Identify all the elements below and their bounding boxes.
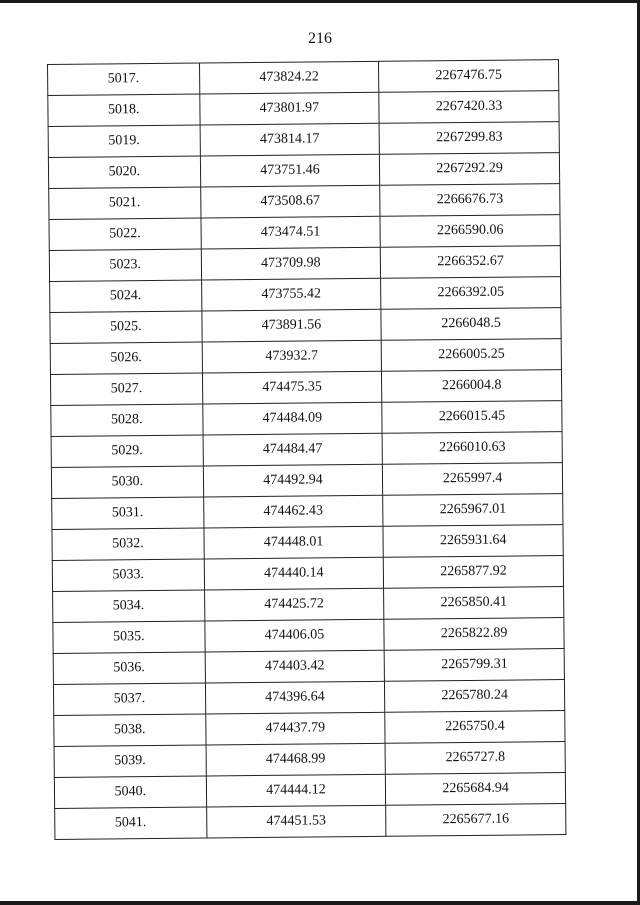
x-coordinate-cell: 474440.14 (204, 557, 384, 590)
x-coordinate-cell: 474475.35 (202, 371, 382, 404)
x-coordinate-cell: 473508.67 (200, 185, 380, 218)
table-row (51, 401, 562, 437)
point-number-cell: 5029. (51, 435, 203, 467)
x-coordinate-cell: 473709.98 (201, 247, 381, 280)
y-coordinate-cell: 2265931.64 (383, 525, 563, 558)
point-number-cell: 5034. (53, 590, 205, 622)
y-coordinate-cell: 2266352.67 (381, 246, 561, 279)
table-row (50, 308, 561, 344)
point-number-cell: 5031. (52, 497, 204, 529)
x-coordinate-cell: 473932.7 (202, 340, 382, 373)
y-coordinate-cell: 2266392.05 (381, 277, 561, 310)
x-coordinate-cell: 474396.64 (205, 681, 385, 714)
point-number-cell: 5038. (54, 714, 206, 746)
y-coordinate-cell: 2265967.01 (383, 494, 563, 527)
y-coordinate-cell: 2266015.45 (382, 401, 562, 434)
x-coordinate-cell: 473751.46 (200, 154, 380, 187)
y-coordinate-cell: 2266676.73 (380, 184, 560, 217)
table-row (53, 680, 564, 716)
point-number-cell: 5020. (48, 156, 200, 188)
x-coordinate-cell: 473474.51 (201, 216, 381, 249)
y-coordinate-cell: 2265677.16 (386, 804, 566, 837)
point-number-cell: 5024. (50, 280, 202, 312)
table-row (53, 618, 564, 654)
y-coordinate-cell: 2266590.06 (380, 215, 560, 248)
x-coordinate-cell: 474448.01 (204, 526, 384, 559)
table-row (53, 587, 564, 623)
table-row (53, 649, 564, 685)
table-row (48, 122, 559, 158)
y-coordinate-cell: 2267420.33 (379, 91, 559, 124)
x-coordinate-cell: 474403.42 (205, 650, 385, 683)
point-number-cell: 5032. (52, 528, 204, 560)
table-row (48, 91, 559, 127)
point-number-cell: 5037. (53, 683, 205, 715)
y-coordinate-cell: 2265780.24 (385, 680, 565, 713)
x-coordinate-cell: 474437.79 (205, 712, 385, 745)
point-number-cell: 5040. (54, 776, 206, 808)
point-number-cell: 5022. (49, 218, 201, 250)
table-row (52, 494, 563, 530)
table-row (51, 432, 562, 468)
scan-border-bottom (0, 901, 640, 905)
table-row (49, 246, 560, 282)
table-row (55, 804, 566, 840)
table-row (49, 215, 560, 251)
y-coordinate-cell: 2265727.8 (385, 742, 565, 775)
x-coordinate-cell: 474425.72 (204, 588, 384, 621)
point-number-cell: 5039. (54, 745, 206, 777)
point-number-cell: 5041. (55, 807, 207, 839)
scan-border-top (0, 0, 640, 3)
y-coordinate-cell: 2267299.83 (379, 122, 559, 155)
y-coordinate-cell: 2265997.4 (383, 463, 563, 496)
point-number-cell: 5019. (48, 125, 200, 157)
point-number-cell: 5018. (48, 94, 200, 126)
x-coordinate-cell: 474484.47 (203, 433, 383, 466)
x-coordinate-cell: 473891.56 (202, 309, 382, 342)
y-coordinate-cell: 2266010.63 (382, 432, 562, 465)
y-coordinate-cell: 2265799.31 (384, 649, 564, 682)
y-coordinate-cell: 2267476.75 (379, 60, 559, 93)
y-coordinate-cell: 2266005.25 (381, 339, 561, 372)
table-row (50, 339, 561, 375)
x-coordinate-cell: 474492.94 (203, 464, 383, 497)
point-number-cell: 5033. (52, 559, 204, 591)
table-row (54, 773, 565, 809)
x-coordinate-cell: 473814.17 (200, 123, 380, 156)
table-row (52, 556, 563, 592)
x-coordinate-cell: 474468.99 (206, 743, 386, 776)
point-number-cell: 5028. (51, 404, 203, 436)
y-coordinate-cell: 2266004.8 (382, 370, 562, 403)
x-coordinate-cell: 474484.09 (202, 402, 382, 435)
table-row (51, 463, 562, 499)
point-number-cell: 5035. (53, 621, 205, 653)
x-coordinate-cell: 473755.42 (201, 278, 381, 311)
table-row (54, 742, 565, 778)
point-number-cell: 5036. (53, 652, 205, 684)
table-row (50, 370, 561, 406)
x-coordinate-cell: 473824.22 (199, 61, 379, 94)
point-number-cell: 5023. (49, 249, 201, 281)
y-coordinate-cell: 2267292.29 (380, 153, 560, 186)
point-number-cell: 5030. (51, 466, 203, 498)
table-row (49, 184, 560, 220)
y-coordinate-cell: 2265750.4 (385, 711, 565, 744)
page-number: 216 (308, 30, 332, 47)
y-coordinate-cell: 2265684.94 (386, 773, 566, 806)
x-coordinate-cell: 474451.53 (206, 805, 386, 838)
table-row (52, 525, 563, 561)
y-coordinate-cell: 2265877.92 (384, 556, 564, 589)
y-coordinate-cell: 2265850.41 (384, 587, 564, 620)
x-coordinate-cell: 474406.05 (204, 619, 384, 652)
x-coordinate-cell: 473801.97 (199, 92, 379, 125)
table-row (48, 60, 559, 96)
table-row (48, 153, 559, 189)
coordinates-table-body (48, 60, 566, 840)
table-row (50, 277, 561, 313)
table-row (54, 711, 565, 747)
x-coordinate-cell: 474444.12 (206, 774, 386, 807)
point-number-cell: 5025. (50, 311, 202, 343)
point-number-cell: 5027. (50, 373, 202, 405)
point-number-cell: 5017. (48, 63, 200, 95)
point-number-cell: 5021. (49, 187, 201, 219)
y-coordinate-cell: 2265822.89 (384, 618, 564, 651)
coordinates-table (47, 59, 566, 840)
point-number-cell: 5026. (50, 342, 202, 374)
x-coordinate-cell: 474462.43 (203, 495, 383, 528)
y-coordinate-cell: 2266048.5 (381, 308, 561, 341)
